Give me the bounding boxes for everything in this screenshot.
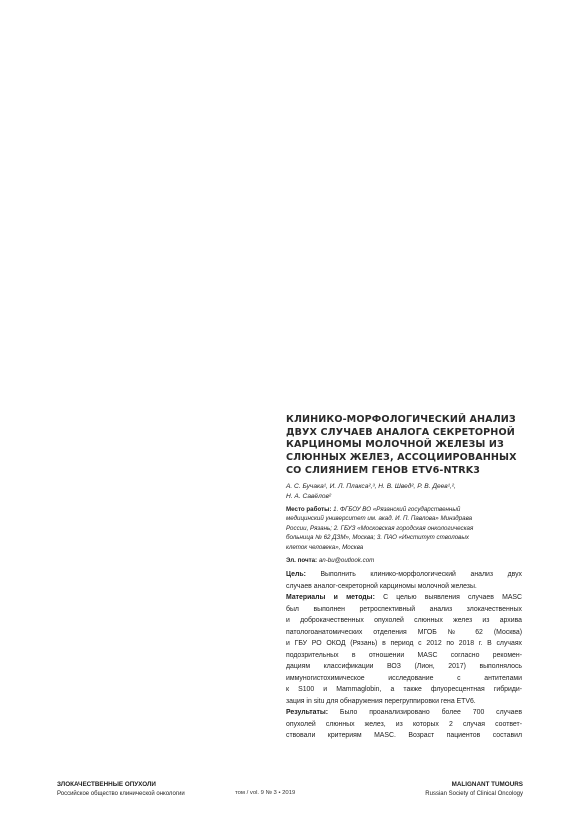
title-line: СЛЮННЫХ ЖЕЛЕЗ, АССОЦИИРОВАННЫХ	[286, 452, 517, 464]
abstract-line: к S100 и Mammaglobin, а также флуоресцентная гибриди-	[286, 686, 522, 694]
affiliation-label: Место работы:	[286, 505, 332, 513]
abstract-line: ствовали критериям MASC. Возраст пациентов составил	[286, 732, 522, 740]
society-name-ru: Российское общество клинической онкологии	[57, 790, 185, 797]
abstract-line: иммуногистохимическое исследование с антителами	[286, 674, 522, 682]
affiliation-text: России, Рязань; 2. ГБУЗ «Московская городская онкологическая	[286, 524, 474, 532]
abstract-text: Было проанализировано более 700 случаев	[328, 709, 522, 717]
aim-label: Цель:	[286, 571, 306, 579]
footer-left	[57, 781, 185, 798]
title-line: КАРЦИНОМЫ МОЛОЧНОЙ ЖЕЛЕЗЫ ИЗ	[286, 439, 504, 451]
abstract-text: С целью выявления случаев MASC	[374, 594, 523, 602]
abstract	[286, 569, 522, 742]
abstract-line: и доброкачественных опухолей слюнных желез из архива	[286, 617, 522, 625]
abstract-line	[286, 707, 522, 719]
affiliation-line	[286, 524, 522, 534]
issue-info: том / vol. 9 № 3 • 2019	[235, 790, 296, 796]
abstract-line: был выполнен ретроспективный анализ злокачественных	[286, 605, 522, 613]
authors-line: Н. А. Савёлов²	[286, 492, 332, 500]
abstract-line: подозрительных в отношении MASC согласно рекомен-	[286, 651, 522, 659]
journal-name-ru: ЗЛОКАЧЕСТВЕННЫЕ ОПУХОЛИ	[57, 781, 156, 788]
abstract-line: дациям классификации ВОЗ (Лион, 2017) выполнялось	[286, 663, 522, 671]
affiliation-line	[286, 533, 522, 543]
abstract-line	[286, 569, 522, 581]
footer-right	[425, 781, 523, 798]
affiliation-text: 1. ФГБОУ ВО «Рязанский государственный	[331, 505, 461, 513]
affiliation-text: больница № 62 ДЗМ», Москва; 3. ПАО «Институт стволовых	[286, 534, 470, 542]
journal-name-en: MALIGNANT TUMOURS	[451, 781, 523, 788]
title-line: СО СЛИЯНИЕМ ГЕНОВ ETV6-NTRK3	[286, 464, 481, 476]
methods-label: Материалы и методы:	[286, 594, 375, 602]
abstract-line: и ГБУ РО ОКОД (Рязань) в период с 2012 по 2018 г. В случаях	[286, 640, 522, 648]
article-title	[286, 414, 522, 478]
affiliations	[286, 505, 522, 553]
abstract-text: Выполнить клинико-морфологический анализ двух	[305, 571, 522, 579]
title-line: ДВУХ СЛУЧАЕВ АНАЛОГА СЕКРЕТОРНОЙ	[286, 426, 515, 438]
results-label: Результаты:	[286, 709, 329, 717]
abstract-line: зация in situ для обнаружения перегруппировки гена ETV6.	[286, 697, 476, 705]
authors-line: А. С. Бучака¹, И. Л. Плакса²,³, Н. В. Швед², Р. В. Деев¹,²,	[286, 482, 456, 490]
society-name-en: Russian Society of Clinical Oncology	[425, 790, 523, 797]
affiliation-line	[286, 543, 522, 553]
affiliation-text: клеток человека», Москва	[286, 543, 364, 551]
abstract-line: случаев аналог-секреторной карциномы молочной железы.	[286, 582, 477, 590]
abstract-line: патологоанатомических отделения МГОБ № 62 (Москва)	[286, 628, 522, 636]
abstract-line	[286, 592, 522, 604]
email-link[interactable]: an-bu@outlook.com	[317, 557, 375, 565]
abstract-line: опухолей слюнных желез, из которых 2 случая соответ-	[286, 720, 522, 728]
title-line: КЛИНИКО-МОРФОЛОГИЧЕСКИЙ АНАЛИЗ	[286, 414, 516, 425]
affiliation-line	[286, 505, 522, 515]
authors	[286, 482, 522, 502]
page-footer	[0, 781, 580, 805]
email-label: Эл. почта:	[286, 557, 318, 565]
article-block	[286, 414, 522, 742]
affiliation-text: медицинский университет им. акад. И. П. Павлова» Минздрава	[286, 515, 473, 523]
affiliation-line	[286, 514, 522, 524]
email-line	[286, 556, 522, 566]
